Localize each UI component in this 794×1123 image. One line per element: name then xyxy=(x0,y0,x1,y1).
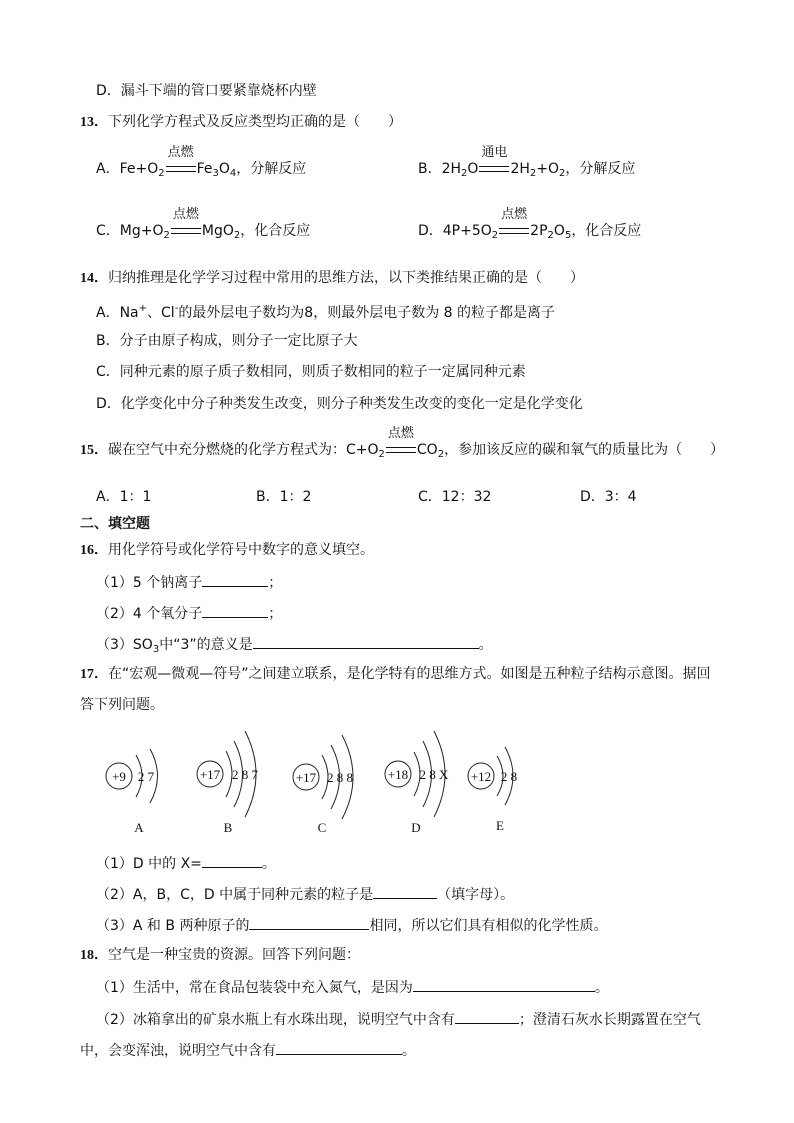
q13-option-a: A．$Fe+O_2$ 点燃 $Fe_3O_4$，分解反应 xyxy=(96,145,307,179)
q14-question: 14．归纳推理是化学学习过程中常用的思维方法，以下类推结果正确的是（ ） xyxy=(80,270,584,286)
q17-part-1: （1）D 中的 X= 。 xyxy=(96,853,276,873)
q13-option-c: C．$Mg+O_2$ 点燃 MgO$_2$，化合反应 xyxy=(96,207,311,241)
answer-blank[interactable] xyxy=(276,1040,402,1055)
q14-option-b: B．分子由原子构成，则分子一定比原子大 xyxy=(96,333,358,349)
reaction-condition-arrow: 点燃 xyxy=(499,222,529,240)
reaction-condition-arrow: 点燃 xyxy=(166,160,196,178)
reaction-condition-arrow: 点燃 xyxy=(386,441,416,459)
answer-blank[interactable] xyxy=(413,977,595,992)
q14-option-d: D．化学变化中分子种类发生改变，则分子种类发生改变的变化一定是化学变化 xyxy=(96,396,583,412)
q18-part-1: （1）生活中，常在食品包装袋中充入氮气，是因为 。 xyxy=(96,977,609,997)
q12-option-d: D．漏斗下端的管口要紧靠烧杯内壁 xyxy=(96,83,317,99)
q13-stem: 下列化学方程式及反应类型均正确的是（ ） xyxy=(108,114,402,130)
q16-part-1: （1）5 个钠离子 ； xyxy=(96,572,282,592)
reaction-condition-arrow: 通电 xyxy=(479,160,509,178)
shells-label-e: 2 8 xyxy=(500,769,518,784)
q13-option-b: B．$2H_2O$ 通电 $2H_2+O_2$，分解反应 xyxy=(418,145,636,179)
q13-question xyxy=(80,113,402,132)
q13-option-d: D．$4P+5O_2$ 点燃 $2P_2O_5$，化合反应 xyxy=(418,207,642,241)
nucleus-label-e: +12 xyxy=(470,769,492,784)
q15-option-a: A．1：1 xyxy=(96,489,152,505)
q15-option-d: D．3：4 xyxy=(580,489,637,505)
nucleus-label-a: +9 xyxy=(112,769,126,784)
nucleus-label-c: +17 xyxy=(295,770,317,785)
q16-part-3: $(3)SO_3$中“3”的意义是 。 xyxy=(96,634,493,659)
nucleus-label-d: +18 xyxy=(387,767,409,782)
q17-part-2: （2）A，B，C，D 中属于同种元素的粒子是 （填字母）。 xyxy=(96,884,514,904)
q18-part-2: （2）冰箱拿出的矿泉水瓶上有水珠出现，说明空气中含有 ；澄清石灰水长期露置在空气 xyxy=(96,1009,701,1029)
q17-question-cont: 答下列问题。 xyxy=(80,697,164,713)
shells-label-c: 2 8 8 xyxy=(327,770,353,785)
q18-part-2-cont: 中，会变浑浊，说明空气中含有 。 xyxy=(80,1040,416,1060)
answer-blank[interactable] xyxy=(249,915,369,930)
atom-label-a: A xyxy=(134,820,144,835)
answer-blank[interactable] xyxy=(253,634,479,649)
q14-option-c: C．同种元素的原子质子数相同，则质子数相同的粒子一定属同种元素 xyxy=(96,364,526,380)
atom-label-b: B xyxy=(223,820,233,835)
q17-question: 17．在“宏观—微观—符号”之间建立联系，是化学特有的思维方式。如图是五种粒子结构示意图。据回 xyxy=(80,666,711,682)
q15-option-b: B．1：2 xyxy=(256,489,312,505)
q16-part-2: （2）4 个氧分子 ； xyxy=(96,603,282,623)
q13-number: 13． xyxy=(80,115,108,130)
q14-option-a: A．Na+、Cl-的最外层电子数均为8，则最外层电子数为 8 的粒子都是离子 xyxy=(96,303,556,321)
q18-question: 18．空气是一种宝贵的资源。回答下列问题： xyxy=(80,947,360,963)
atom-label-c: C xyxy=(317,820,327,835)
answer-blank[interactable] xyxy=(202,572,268,587)
q17-part-3: （3）A 和 B 两种原子的 相同，所以它们具有相似的化学性质。 xyxy=(96,915,607,935)
answer-blank[interactable] xyxy=(202,603,268,618)
answer-blank[interactable] xyxy=(202,853,262,868)
reaction-condition-arrow: 点燃 xyxy=(171,222,201,240)
shells-label-b: 2 8 7 xyxy=(232,767,258,782)
q15-question: 15．碳在空气中充分燃烧的化学方程式为：$C+O_2$ 点燃 $CO_2$，参加该反应的碳和氧气的质量比为（ ） xyxy=(80,426,725,460)
shells-label-d: 2 8 X xyxy=(419,767,449,782)
shells-label-a: 2 7 xyxy=(137,769,155,784)
q15-option-c: C．12：32 xyxy=(418,489,492,505)
atom-structure-diagrams xyxy=(0,725,794,845)
answer-blank[interactable] xyxy=(373,884,437,899)
atom-label-e: E xyxy=(496,818,504,833)
q16-question: 16．用化学符号或化学符号中数字的意义填空。 xyxy=(80,542,374,558)
nucleus-label-b: +17 xyxy=(199,767,221,782)
atom-label-d: D xyxy=(411,820,421,835)
section-heading: 二、填空题 xyxy=(80,516,150,532)
answer-blank[interactable] xyxy=(455,1009,519,1024)
